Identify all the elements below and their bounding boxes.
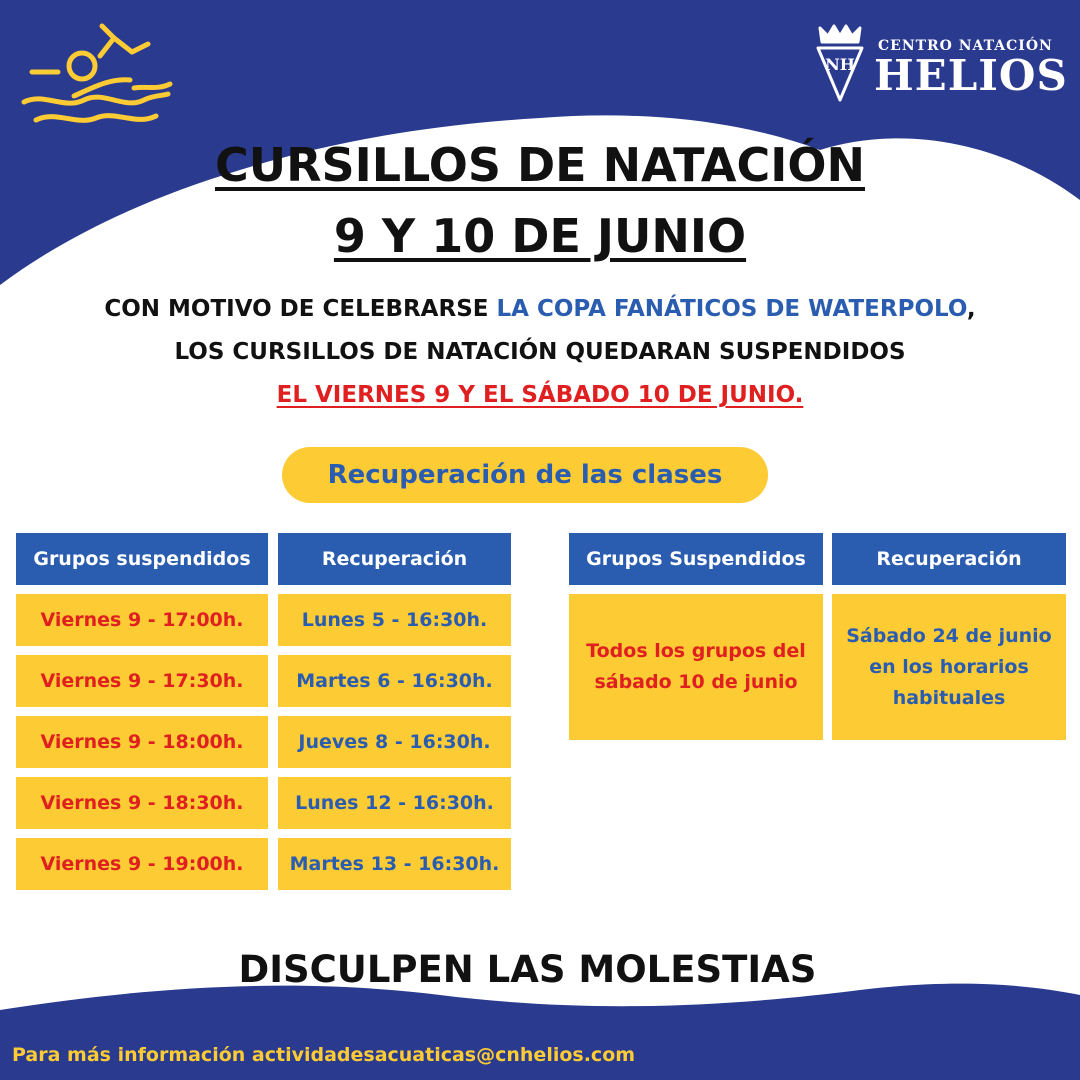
logo-top-text: CENTRO NATACIÓN <box>878 38 1053 54</box>
recovery-section-title: Recuperación de las clases <box>282 447 768 503</box>
message-line-2: LOS CURSILLOS DE NATACIÓN QUEDARAN SUSPENDIDOS <box>174 339 906 365</box>
suspended-group-cell: Viernes 9 - 18:00h. <box>16 716 268 768</box>
svg-text:NH: NH <box>825 55 855 74</box>
logo-main-text: HELIOS <box>874 51 1068 100</box>
right-table-header-recovery: Recuperación <box>832 533 1066 585</box>
right-table-header-suspended: Grupos Suspendidos <box>569 533 823 585</box>
apology-text: DISCULPEN LAS MOLESTIAS <box>238 948 817 991</box>
left-table-header-recovery: Recuperación <box>278 533 511 585</box>
message-line-1-comma: , <box>966 296 976 322</box>
recovery-cell: Lunes 5 - 16:30h. <box>278 594 511 646</box>
suspended-group-cell: Viernes 9 - 17:30h. <box>16 655 268 707</box>
suspension-dates: EL VIERNES 9 Y EL SÁBADO 10 DE JUNIO. <box>276 382 804 408</box>
recovery-cell: Jueves 8 - 16:30h. <box>278 716 511 768</box>
page-subtitle-date: 9 Y 10 DE JUNIO <box>333 209 747 263</box>
saturday-recovery-cell: Sábado 24 de junio en los horarios habituales <box>832 594 1066 740</box>
left-table-header-suspended: Grupos suspendidos <box>16 533 268 585</box>
swimmer-icon <box>14 18 174 130</box>
suspended-group-cell: Viernes 9 - 18:30h. <box>16 777 268 829</box>
recovery-cell: Martes 6 - 16:30h. <box>278 655 511 707</box>
suspended-group-cell: Viernes 9 - 17:00h. <box>16 594 268 646</box>
message-line-1 <box>0 294 1080 324</box>
page-title: CURSILLOS DE NATACIÓN <box>214 138 866 192</box>
message-line-1-text: CON MOTIVO DE CELEBRARSE <box>104 296 497 322</box>
footer-contact-info: Para más información actividadesacuaticas@cnhelios.com <box>12 1044 636 1066</box>
recovery-cell: Lunes 12 - 16:30h. <box>278 777 511 829</box>
saturday-suspended-cell: Todos los grupos del sábado 10 de junio <box>569 594 823 740</box>
crest-icon <box>814 22 866 104</box>
recovery-cell: Martes 13 - 16:30h. <box>278 838 511 890</box>
suspended-group-cell: Viernes 9 - 19:00h. <box>16 838 268 890</box>
event-name-highlight: LA COPA FANÁTICOS DE WATERPOLO <box>496 296 967 322</box>
helios-logo <box>814 22 1068 106</box>
